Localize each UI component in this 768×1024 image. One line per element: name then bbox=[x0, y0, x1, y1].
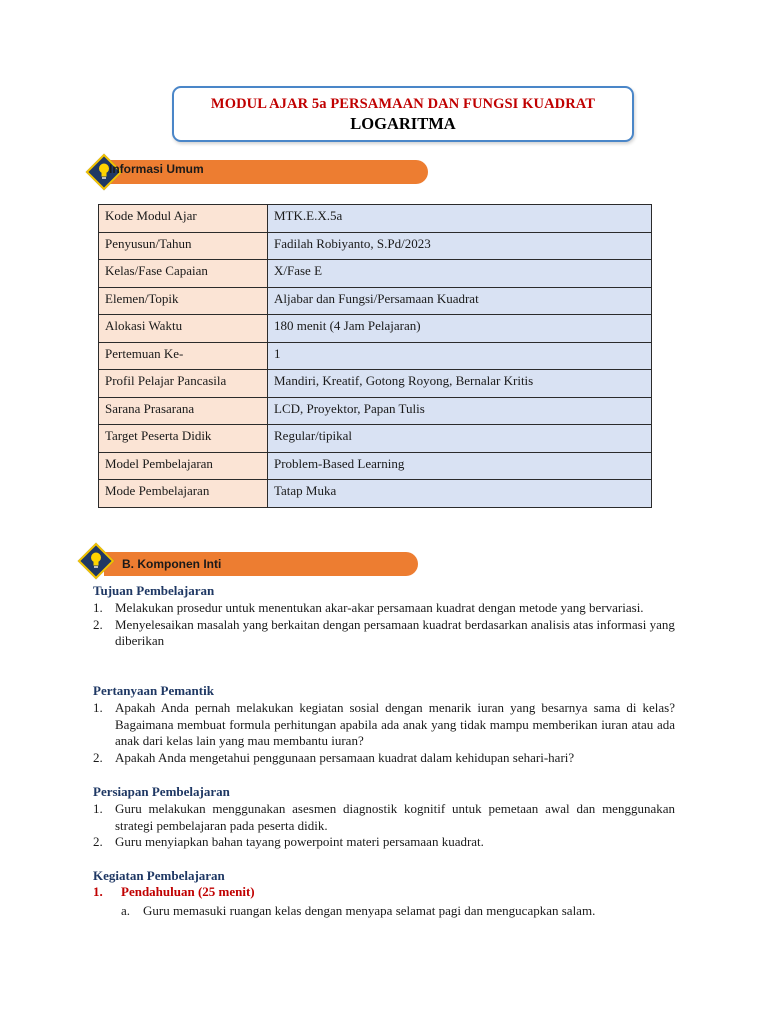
info-table bbox=[98, 204, 652, 508]
kegiatan-step-title: Pendahuluan (25 menit) bbox=[121, 884, 255, 899]
list-item bbox=[93, 617, 675, 650]
table-row bbox=[99, 232, 652, 260]
list-text: Apakah Anda mengetahui penggunaan persamaan kuadrat dalam kehidupan sehari-hari? bbox=[115, 749, 575, 765]
table-cell-value: Mandiri, Kreatif, Gotong Royong, Bernalar Kritis bbox=[268, 370, 652, 398]
list-item bbox=[93, 801, 675, 834]
table-cell-value: LCD, Proyektor, Papan Tulis bbox=[268, 397, 652, 425]
table-cell-label: Penyusun/Tahun bbox=[99, 232, 268, 260]
table-cell-label: Sarana Prasarana bbox=[99, 397, 268, 425]
table-cell-label: Elemen/Topik bbox=[99, 287, 268, 315]
table-cell-value: Fadilah Robiyanto, S.Pd/2023 bbox=[268, 232, 652, 260]
table-row bbox=[99, 260, 652, 288]
table-row bbox=[99, 205, 652, 233]
list-item bbox=[93, 750, 675, 767]
tujuan-heading: Tujuan Pembelajaran bbox=[93, 583, 215, 598]
list-number: 2. bbox=[93, 616, 103, 632]
persiapan-heading: Persiapan Pembelajaran bbox=[93, 784, 230, 799]
list-text: Melakukan prosedur untuk menentukan akar-akar persamaan kuadrat dengan metode yang bervariasi. bbox=[115, 600, 644, 615]
list-number: 2. bbox=[93, 834, 103, 849]
list-text: Apakah Anda pernah melakukan kegiatan sosial dengan menarik iuran yang besarnya sama di kelas? Bagaimana membuat formula perhitungan apabila ada anak yang tidak mampu memberikan iuran atau ada anak dari kelas lain yang mau membantu iuran? bbox=[115, 700, 675, 748]
list-text: Menyelesaikan masalah yang berkaitan dengan persamaan kuadrat berdasarkan analisis atas informasi yang diberikan bbox=[115, 616, 675, 648]
list-item bbox=[121, 903, 675, 920]
table-row bbox=[99, 342, 652, 370]
table-cell-label: Target Peserta Didik bbox=[99, 425, 268, 453]
table-cell-value: 1 bbox=[268, 342, 652, 370]
kegiatan-sub-item bbox=[121, 903, 675, 920]
kegiatan-step-number: 1. bbox=[93, 884, 103, 899]
document-title: MODUL AJAR 5a PERSAMAAN DAN FUNGSI KUADRAT bbox=[210, 96, 596, 112]
list-letter: a. bbox=[121, 903, 131, 918]
kegiatan-heading: Kegiatan Pembelajaran bbox=[93, 868, 225, 883]
table-cell-label: Model Pembelajaran bbox=[99, 452, 268, 480]
list-number: 1. bbox=[93, 700, 103, 715]
list-number: 1. bbox=[93, 600, 103, 615]
table-cell-value: Problem-Based Learning bbox=[268, 452, 652, 480]
table-cell-label: Alokasi Waktu bbox=[99, 315, 268, 343]
table-cell-value: X/Fase E bbox=[268, 260, 652, 288]
table-cell-value: Tatap Muka bbox=[268, 480, 652, 508]
table-row bbox=[99, 315, 652, 343]
table-row bbox=[99, 397, 652, 425]
table-cell-label: Mode Pembelajaran bbox=[99, 480, 268, 508]
table-cell-label: Kelas/Fase Capaian bbox=[99, 260, 268, 288]
table-cell-value: 180 menit (4 Jam Pelajaran) bbox=[268, 315, 652, 343]
table-row bbox=[99, 480, 652, 508]
document-title-box bbox=[172, 86, 634, 142]
list-text: Guru menyiapkan bahan tayang powerpoint materi persamaan kuadrat. bbox=[115, 834, 484, 849]
pertanyaan-list bbox=[93, 700, 675, 766]
table-row bbox=[99, 452, 652, 480]
table-cell-value: Aljabar dan Fungsi/Persamaan Kuadrat bbox=[268, 287, 652, 315]
document-subtitle: LOGARITMA bbox=[350, 114, 456, 133]
table-cell-label: Profil Pelajar Pancasila bbox=[99, 370, 268, 398]
list-number: 1. bbox=[93, 801, 103, 816]
table-cell-value: MTK.E.X.5a bbox=[268, 205, 652, 233]
list-item bbox=[93, 600, 675, 617]
tujuan-list bbox=[93, 600, 675, 650]
lightbulb-icon bbox=[89, 551, 103, 569]
list-item bbox=[93, 700, 675, 750]
table-cell-value: Regular/tipikal bbox=[268, 425, 652, 453]
table-row bbox=[99, 370, 652, 398]
table-row bbox=[99, 287, 652, 315]
list-item bbox=[93, 834, 675, 851]
list-number: 2. bbox=[93, 749, 103, 765]
list-text: Guru melakukan menggunakan asesmen diagnostik kognitif untuk pemetaan awal dan menggunakan strategi pembelajaran pada peserta didik. bbox=[115, 801, 675, 833]
table-cell-label: Kode Modul Ajar bbox=[99, 205, 268, 233]
table-cell-label: Pertemuan Ke- bbox=[99, 342, 268, 370]
section-b-label: B. Komponen Inti bbox=[122, 557, 222, 571]
list-text: Guru memasuki ruangan kelas dengan menyapa selamat pagi dan mengucapkan salam. bbox=[143, 903, 596, 918]
pertanyaan-heading: Pertanyaan Pemantik bbox=[93, 683, 214, 698]
section-a-label: Informasi Umum bbox=[109, 162, 204, 176]
persiapan-list bbox=[93, 801, 675, 851]
table-row bbox=[99, 425, 652, 453]
